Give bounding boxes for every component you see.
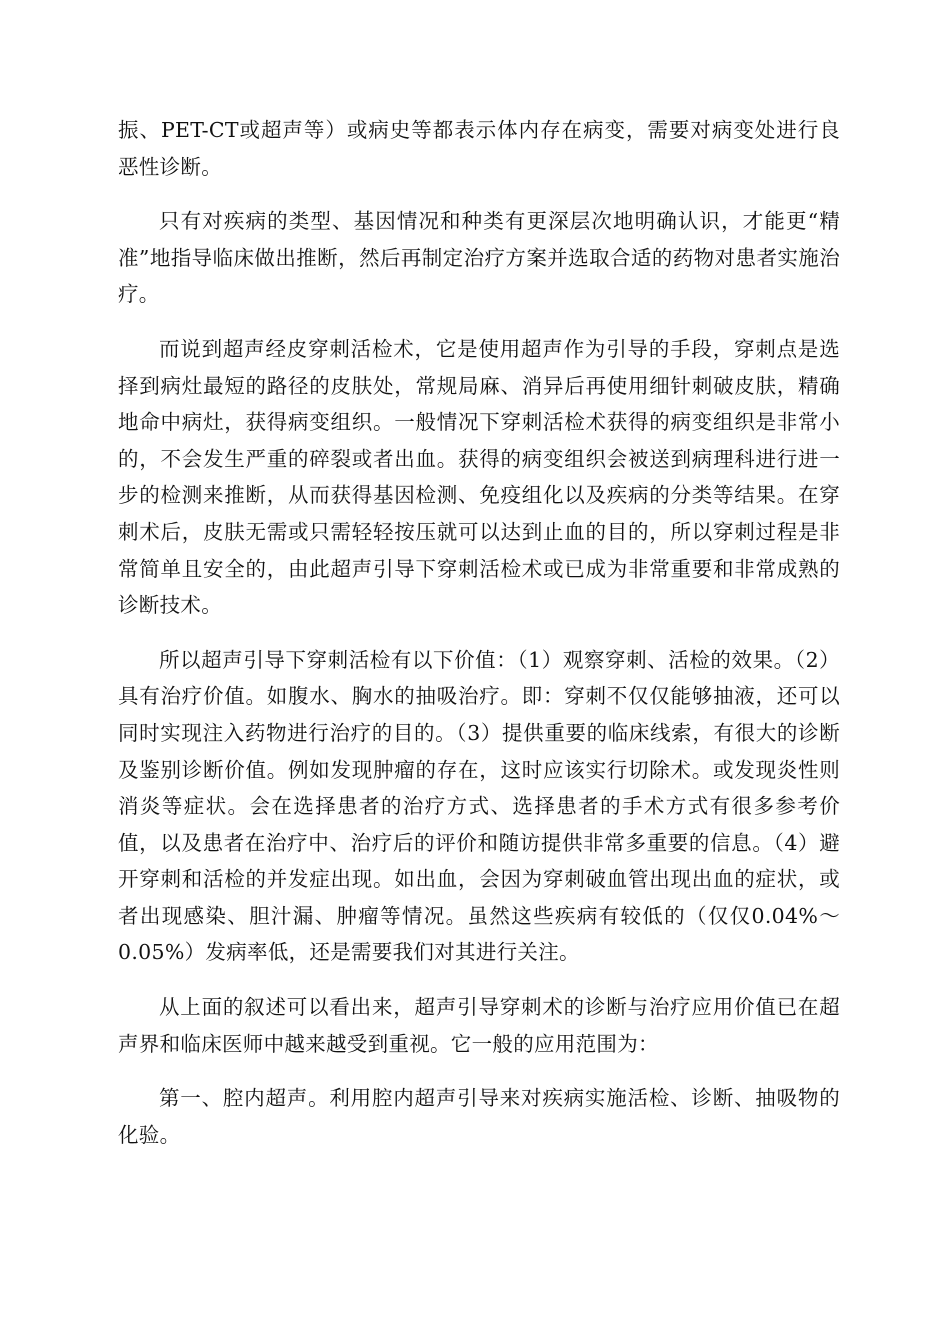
document-body — [118, 112, 840, 1171]
paragraph-precision-diagnosis: 只有对疾病的类型、基因情况和种类有更深层次地明确认识，才能更“精准”地指导临床做出推断，然后再制定治疗方案并选取合适的药物对患者实施治疗。 — [118, 209, 840, 307]
paragraph-continuation: 振、PET-CT或超声等）或病史等都表示体内存在病变，需要对病变处进行良恶性诊断。 — [118, 118, 840, 179]
paragraph-application-intro: 从上面的叙述可以看出来，超声引导穿刺术的诊断与治疗应用价值已在超声界和临床医师中越来越受到重视。它一般的应用范围为： — [118, 995, 840, 1056]
paragraph-biopsy-value: 所以超声引导下穿刺活检有以下价值：（1）观察穿刺、活检的效果。（2）具有治疗价值。如腹水、胸水的抽吸治疗。即：穿刺不仅仅能够抽液，还可以同时实现注入药物进行治疗的目的。（3）提供重要的临床线索，有很大的诊断及鉴别诊断价值。例如发现肿瘤的存在，这时应该实行切除术。或发现炎性则消炎等症状。会在选择患者的治疗方式、选择患者的手术方式有很多参考价值，以及患者在治疗中、治疗后的评价和随访提供非常多重要的信息。（4）避开穿刺和活检的并发症出现。如出血，会因为穿刺破血管出现出血的症状，或者出现感染、胆汁漏、肿瘤等情况。虽然这些疾病有较低的（仅仅0.04%～0.05%）发病率低，还是需要我们对其进行关注。 — [118, 647, 840, 965]
paragraph-intracavity-ultrasound: 第一、腔内超声。利用腔内超声引导来对疾病实施活检、诊断、抽吸物的化验。 — [118, 1086, 840, 1147]
paragraph-ultrasound-biopsy: 而说到超声经皮穿刺活检术，它是使用超声作为引导的手段，穿刺点是选择到病灶最短的路径的皮肤处，常规局麻、消异后再使用细针刺破皮肤，精确地命中病灶，获得病变组织。一般情况下穿刺活检术获得的病变组织是非常小的，不会发生严重的碎裂或者出血。获得的病变组织会被送到病理科进行进一步的检测来推断，从而获得基因检测、免疫组化以及疾病的分类等结果。在穿刺术后，皮肤无需或只需轻轻按压就可以达到止血的目的，所以穿刺过程是非常简单且安全的，由此超声引导下穿刺活检术或已成为非常重要和非常成熟的诊断技术。 — [118, 336, 840, 618]
